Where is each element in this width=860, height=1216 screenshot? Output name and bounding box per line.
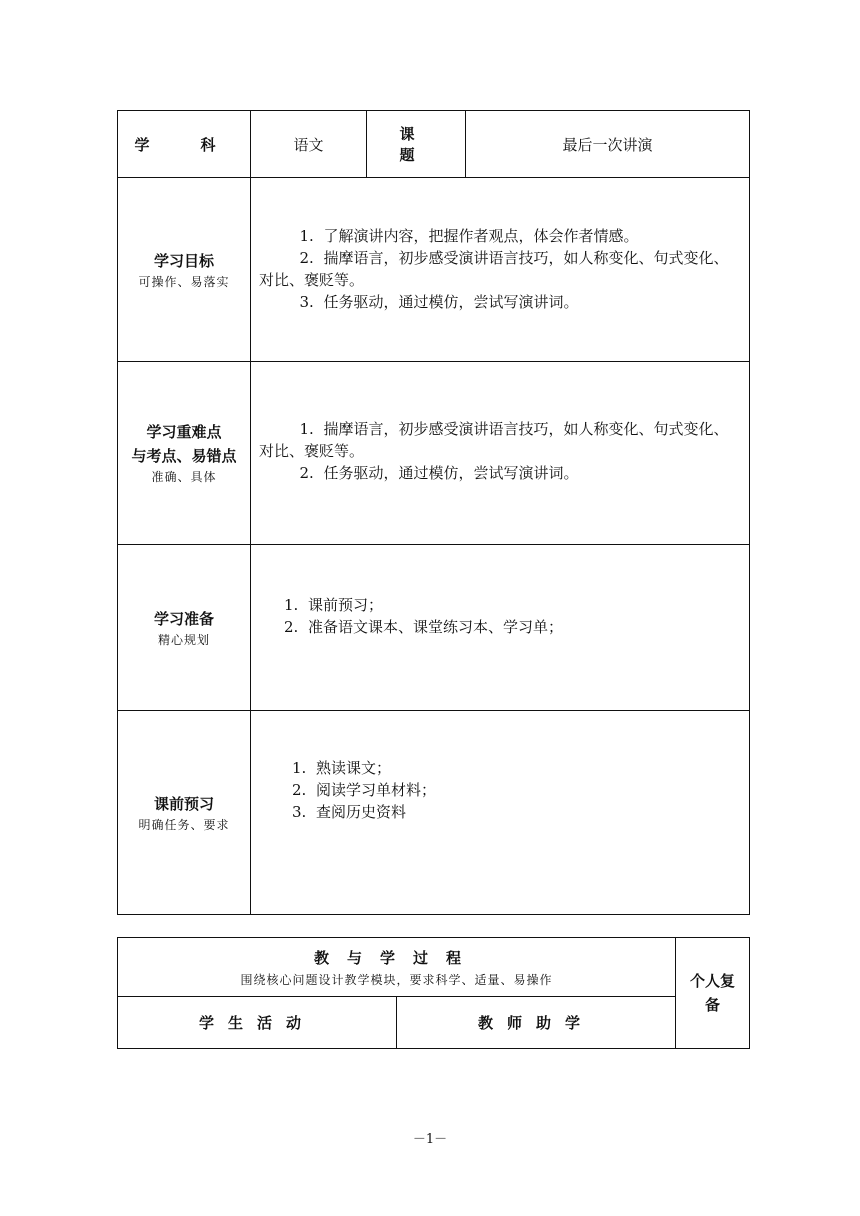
- preview-title: 课前预习: [153, 794, 214, 813]
- list-item: 2. 任务驱动，通过模仿，尝试写演讲词。: [299, 464, 579, 482]
- section-row-preparation: [118, 545, 750, 711]
- preparation-label: [118, 545, 251, 711]
- process-header-row: [118, 938, 750, 997]
- list-item: 2. 揣摩语言，初步感受演讲语言技巧，如人称变化、句式变化、对比、褒贬等。: [259, 249, 729, 289]
- personal-prep-cell: 个人复备: [676, 938, 750, 1049]
- key-points-content: [251, 362, 750, 545]
- preparation-title: 学习准备: [153, 609, 214, 628]
- list-item: 2. 阅读学习单材料；: [292, 781, 437, 799]
- section-row-preview: [118, 711, 750, 915]
- list-item: 3. 查阅历史资料: [292, 803, 407, 821]
- process-subtitle: 围绕核心问题设计教学模块，要求科学、适量、易操作: [240, 973, 553, 987]
- key-points-subtitle: 准确、具体: [151, 470, 217, 484]
- section-row-learning-goals: [118, 178, 750, 362]
- learning-goals-title: 学习目标: [153, 251, 214, 270]
- student-activity-header: 学生活动: [118, 997, 397, 1049]
- page-number: －1－: [412, 1132, 448, 1147]
- preview-content: [251, 711, 750, 915]
- key-points-title-line1: 学习重难点: [146, 423, 222, 441]
- preparation-content: [251, 545, 750, 711]
- process-table: [117, 937, 750, 1049]
- key-points-title-line2: 与考点、易错点: [131, 447, 237, 465]
- list-item: 1. 熟读课文；: [292, 759, 392, 777]
- subject-label: 学 科: [118, 111, 251, 178]
- learning-goals-label: [118, 178, 251, 362]
- list-item: 1. 了解演讲内容，把握作者观点，体会作者情感。: [299, 227, 639, 245]
- lesson-plan-table: [117, 110, 750, 915]
- process-columns-row: [118, 997, 750, 1049]
- process-title-cell: [118, 938, 676, 997]
- key-points-label: [118, 362, 251, 545]
- list-item: 3. 任务驱动，通过模仿，尝试写演讲词。: [299, 293, 579, 311]
- teacher-help-header: 教师助学: [397, 997, 676, 1049]
- subject-value: 语文: [251, 111, 367, 178]
- preview-subtitle: 明确任务、要求: [138, 817, 230, 832]
- learning-goals-content: [251, 178, 750, 362]
- process-title: 教与学过程: [314, 949, 480, 967]
- header-row: [118, 111, 750, 178]
- section-row-key-points: [118, 362, 750, 545]
- preview-label: [118, 711, 251, 915]
- learning-goals-subtitle: 可操作、易落实: [138, 274, 230, 289]
- preparation-subtitle: 精心规划: [157, 632, 210, 647]
- list-item: 2. 准备语文课本、课堂练习本、学习单；: [284, 618, 564, 636]
- list-item: 1. 课前预习；: [284, 596, 384, 614]
- topic-value: 最后一次讲演: [466, 111, 750, 178]
- topic-label: 课 题: [367, 111, 466, 178]
- list-item: 1. 揣摩语言，初步感受演讲语言技巧，如人称变化、句式变化、对比、褒贬等。: [259, 420, 729, 460]
